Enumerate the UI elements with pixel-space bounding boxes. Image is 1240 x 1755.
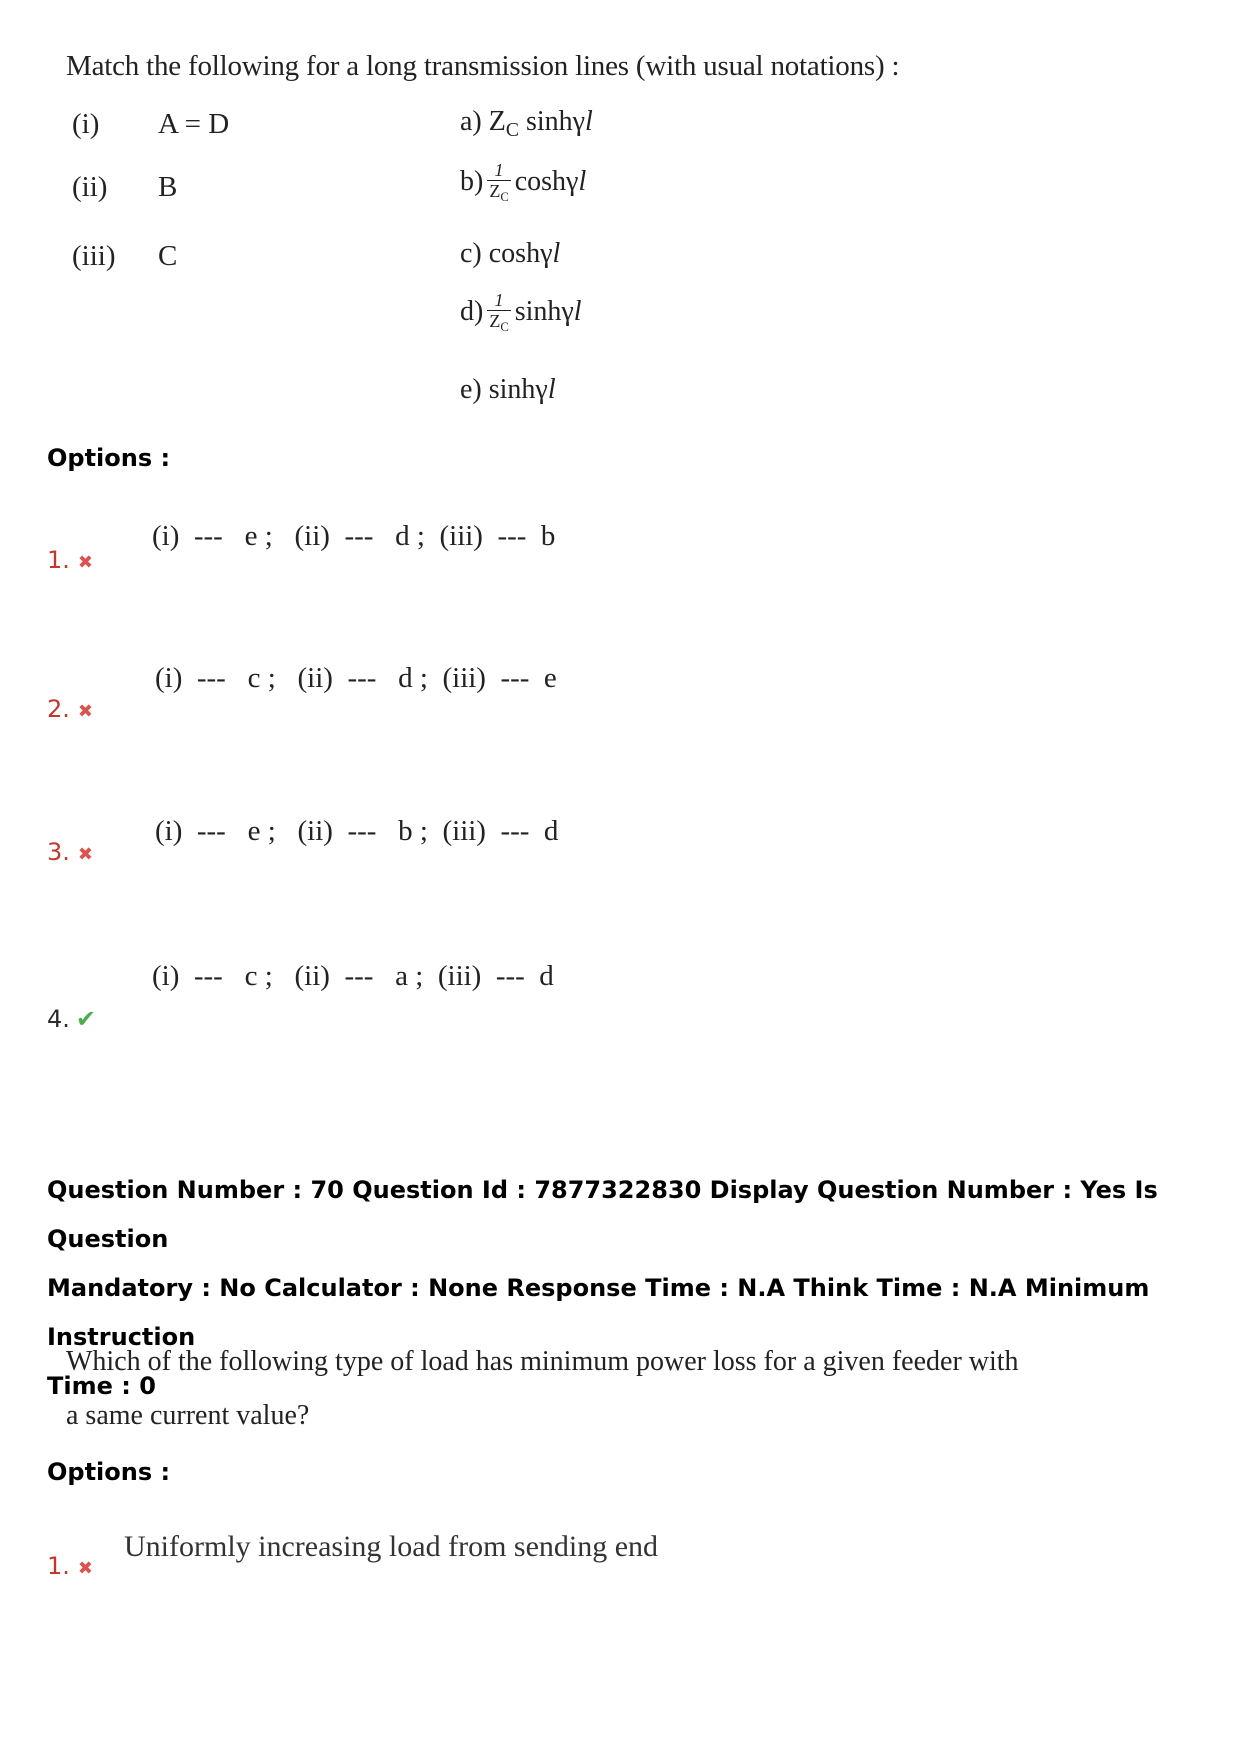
question-text: Match the following for a long transmission lines (with usual notations) : — [66, 50, 900, 82]
left-item-text: A = D — [158, 108, 230, 140]
left-item-num: (ii) — [72, 171, 108, 203]
wrong-mark-icon: ✖ — [77, 701, 93, 722]
option-text: (i) --- c ; (ii) --- d ; (iii) --- e — [155, 662, 557, 694]
option-text: (i) --- c ; (ii) --- a ; (iii) --- d — [152, 960, 554, 992]
question-text-line: a same current value? — [66, 1400, 310, 1431]
question-text-line: Which of the following type of load has minimum power loss for a given feeder with — [66, 1346, 1019, 1377]
option-text: (i) --- e ; (ii) --- b ; (iii) --- d — [155, 815, 559, 847]
option-number[interactable]: 1. ✖ — [47, 546, 93, 574]
wrong-mark-icon: ✖ — [77, 552, 93, 573]
fraction: $\frac{1}{Z_C}$ — [489, 290, 509, 334]
left-item-text: B — [158, 171, 178, 203]
match-item-c: c) coshγl — [460, 238, 561, 269]
match-item-e: e) sinhγl — [460, 374, 556, 405]
question-meta: Question Number : 70 Question Id : 7877322830 Display Question Number : Yes Is Question Mandatory : No Calculator : None Response Time : N.A Think Time : N.A Minimum Instruction Time : 0 — [47, 1176, 1158, 1400]
wrong-mark-icon: ✖ — [77, 1558, 93, 1579]
option-text: (i) --- e ; (ii) --- d ; (iii) --- b — [152, 520, 556, 552]
match-item-d: d) $\frac{1}{Z_C}$ sinhγl — [460, 290, 582, 337]
options-heading: Options : — [47, 1458, 171, 1486]
correct-check-icon: ✔ — [75, 1005, 97, 1033]
option-text: Uniformly increasing load from sending end — [124, 1530, 659, 1563]
match-item-b: b) $\frac{1}{Z_C}$ coshγl — [460, 160, 586, 207]
left-item-text: C — [158, 240, 178, 272]
match-item-a: a) $Z_C$ sinhγl — [460, 106, 593, 141]
left-item-num: (iii) — [72, 240, 116, 272]
option-number[interactable]: 3. ✖ — [47, 838, 93, 866]
wrong-mark-icon: ✖ — [77, 844, 93, 865]
options-heading: Options : — [47, 444, 171, 472]
fraction: $\frac{1}{Z_C}$ — [489, 160, 509, 204]
option-number[interactable]: 1. ✖ — [47, 1552, 93, 1580]
option-number[interactable]: 4. ✔ — [47, 1005, 97, 1033]
left-item-num: (i) — [72, 108, 100, 140]
option-number[interactable]: 2. ✖ — [47, 695, 93, 723]
